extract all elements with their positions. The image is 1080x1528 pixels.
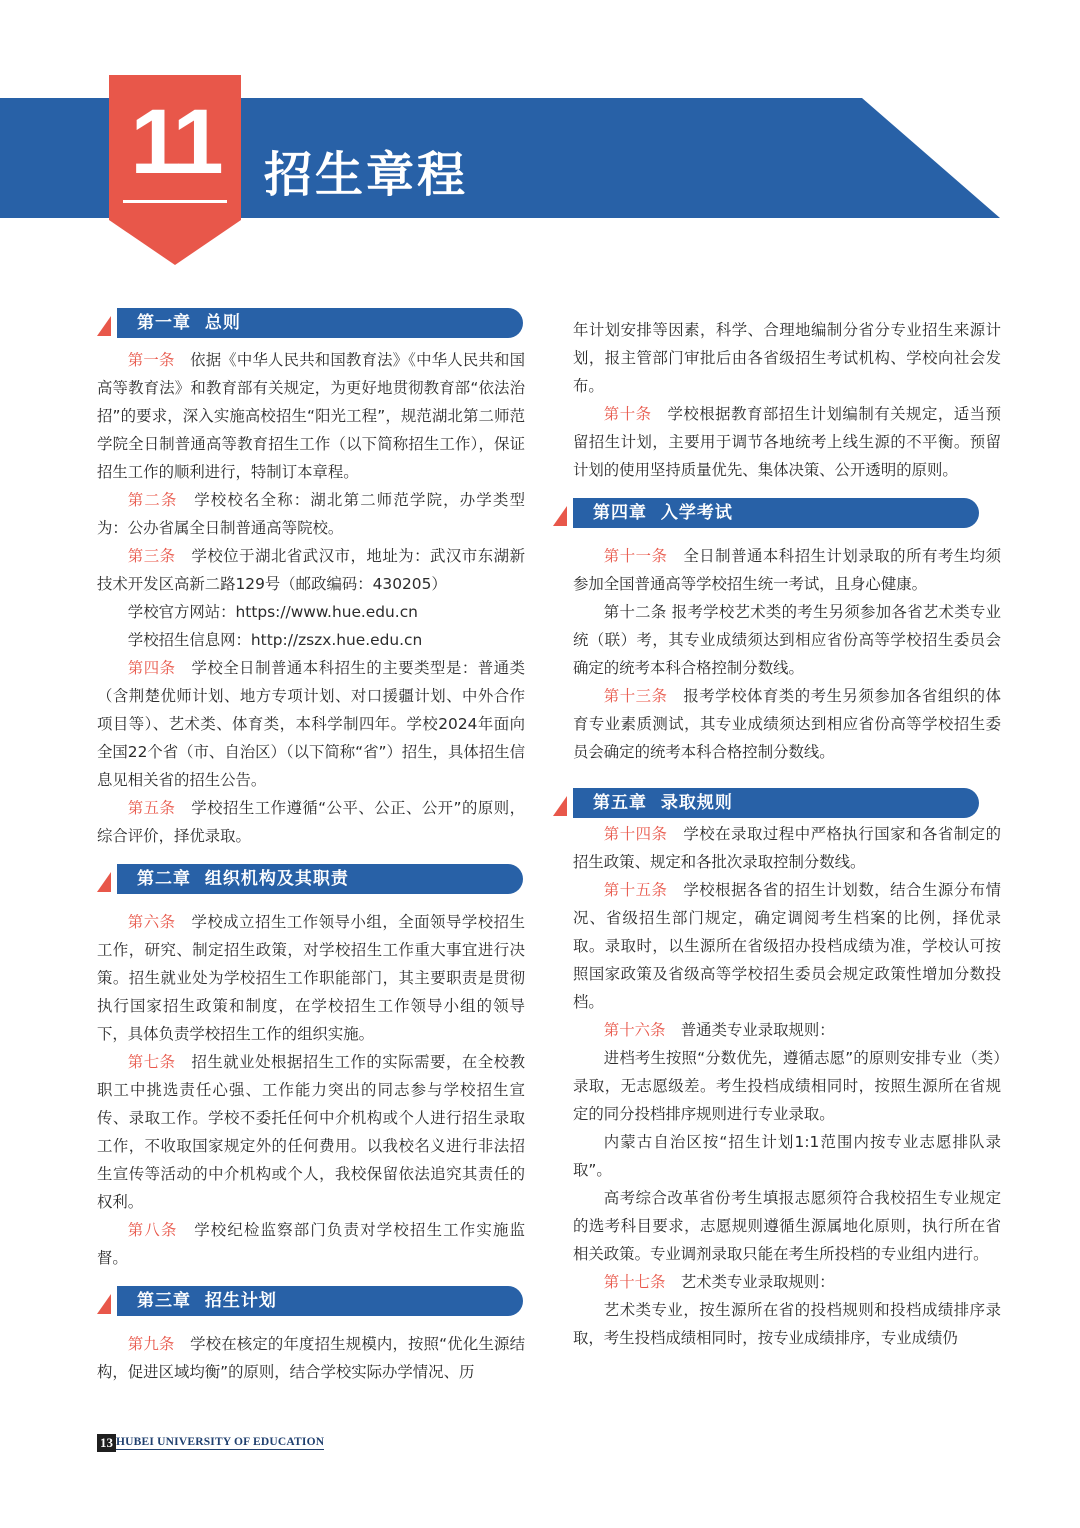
article-8: 第八条 学校纪检监察部门负责对学校招生工作实施监督。: [97, 1221, 525, 1267]
article-17: 第十七条 艺术类专业录取规则：: [603, 1273, 835, 1291]
article-14: 第十四条 学校在录取过程中严格执行国家和各省制定的招生政策、规定和各批次录取控制分数线。: [573, 825, 1001, 871]
left-column: [97, 308, 525, 1386]
article-16-rule-3: 高考综合改革省份考生填报志愿须符合我校招生专业规定的选考科目要求，志愿规则遵循生源属地化原则，执行所在省相关政策。专业调剂录取只能在考生所投档的专业组内进行。: [573, 1189, 1001, 1263]
article-2: 第二条 学校校名全称：湖北第二师范学院，办学类型为：公办省属全日制普通高等院校。: [97, 491, 525, 537]
article-12: 第十二条 报考学校艺术类的考生另须参加各省艺术类专业统（联）考，其专业成绩须达到相应省份高等学校招生委员会确定的统考本科合格控制分数线。: [573, 603, 1001, 677]
article-16-rule-2: 内蒙古自治区按“招生计划1:1范围内按专业志愿排队录取”。: [573, 1133, 1001, 1179]
article-4: 第四条 学校全日制普通本科招生的主要类型是：普通类（含荆楚优师计划、地方专项计划、对口援疆计划、中外合作项目等）、艺术类、体育类，本科学制四年。学校2024年面向全国22个省（市、自治区）（以下简称“省”）招生，具体招生信息见相关省的招生公告。: [97, 659, 525, 789]
triangle-icon: [97, 316, 111, 336]
article-15: 第十五条 学校根据各省的招生计划数，结合生源分布情况、省级招生部门规定，确定调阅考生档案的比例，择优录取。录取时，以生源所在省级招办投档成绩为准，学校认可按照国家政策及省级高等学校招生委员会规定政策性增加分数投档。: [573, 881, 1001, 1011]
page-number: 13: [97, 1434, 116, 1452]
article-1: 第一条 依据《中华人民共和国教育法》《中华人民共和国高等教育法》和教育部有关规定，为更好地贯彻教育部“依法治招”的要求，深入实施高校招生“阳光工程”，规范湖北第二师范学院全日制普通高等教育招生工作（以下简称招生工作），保证招生工作的顺利进行，特制订本章程。: [97, 351, 525, 481]
website-line: 学校官方网站：https://www.hue.edu.cn: [127, 603, 418, 621]
article-11: 第十一条 全日制普通本科招生计划录取的所有考生均须参加全国普通高等学校招生统一考试，且身心健康。: [573, 547, 1001, 593]
article-5: 第五条 学校招生工作遵循“公平、公正、公开”的原则，综合评价，择优录取。: [97, 799, 525, 845]
page-footer: [97, 1432, 324, 1452]
article-9-continued: 年计划安排等因素，科学、合理地编制分省分专业招生来源计划，报主管部门审批后由各省级招生考试机构、学校向社会发布。: [573, 321, 1001, 395]
article-13: 第十三条 报考学校体育类的考生另须参加各省组织的体育专业素质测试，其专业成绩须达到相应省份高等学校招生委员会确定的统考本科合格控制分数线。: [573, 687, 1001, 761]
article-16-rule-1: 进档考生按照“分数优先，遵循志愿”的原则安排专业（类）录取，无志愿级差。考生投档成绩相同时，按照生源所在省规定的同分投档排序规则进行专业录取。: [573, 1049, 1001, 1123]
university-name: HUBEI UNIVERSITY OF EDUCATION: [116, 1436, 325, 1448]
page-title: 招生章程: [264, 147, 469, 203]
article-9: 第九条 学校在核定的年度招生规模内，按照“优化生源结构，促进区域均衡”的原则，结合学校实际办学情况、历: [97, 1335, 525, 1381]
article-6: 第六条 学校成立招生工作领导小组，全面领导学校招生工作，研究、制定招生政策，对学校招生工作重大事宜进行决策。招生就业处为学校招生工作职能部门，其主要职责是贯彻执行国家招生政策和制度，在学校招生工作领导小组的领导下，具体负责学校招生工作的组织实施。: [97, 913, 525, 1043]
chapter-heading-1: 第一章 总则: [97, 308, 525, 338]
article-17-rule-1: 艺术类专业，按生源所在省的投档规则和投档成绩排序录取，考生投档成绩相同时，按专业成绩排序，专业成绩仍: [573, 1301, 1001, 1347]
badge-underline: [123, 200, 227, 203]
chapter-number: 11: [130, 91, 220, 193]
article-7: 第七条 招生就业处根据招生工作的实际需要，在全校教职工中挑选责任心强、工作能力突出的同志参与学校招生宣传、录取工作。学校不委托任何中介机构或个人进行招生录取工作，不收取国家规定外的任何费用。以我校名义进行非法招生宣传等活动的中介机构或个人，我校保留依法追究其责任的权利。: [97, 1053, 525, 1211]
triangle-icon: [553, 796, 567, 816]
triangle-icon: [553, 506, 567, 526]
triangle-icon: [97, 872, 111, 892]
article-10: 第十条 学校根据教育部招生计划编制有关规定，适当预留招生计划，主要用于调节各地统考上线生源的不平衡。预留计划的使用坚持质量优先、集体决策、公开透明的原则。: [573, 405, 1001, 479]
chapter-heading-4: 第四章 入学考试: [553, 498, 999, 528]
admission-site-line: 学校招生信息网：http://zszx.hue.edu.cn: [127, 631, 423, 649]
article-3: 第三条 学校位于湖北省武汉市，地址为：武汉市东湖新技术开发区高新二路129号（邮政编码：430205）: [97, 547, 525, 593]
article-16: 第十六条 普通类专业录取规则：: [603, 1021, 835, 1039]
chapter-heading-2: 第二章 组织机构及其职责: [97, 864, 525, 894]
triangle-icon: [97, 1294, 111, 1314]
chapter-heading-3: 第三章 招生计划: [97, 1286, 525, 1316]
chapter-heading-5: 第五章 录取规则: [553, 788, 999, 818]
right-column: [573, 316, 1001, 1352]
